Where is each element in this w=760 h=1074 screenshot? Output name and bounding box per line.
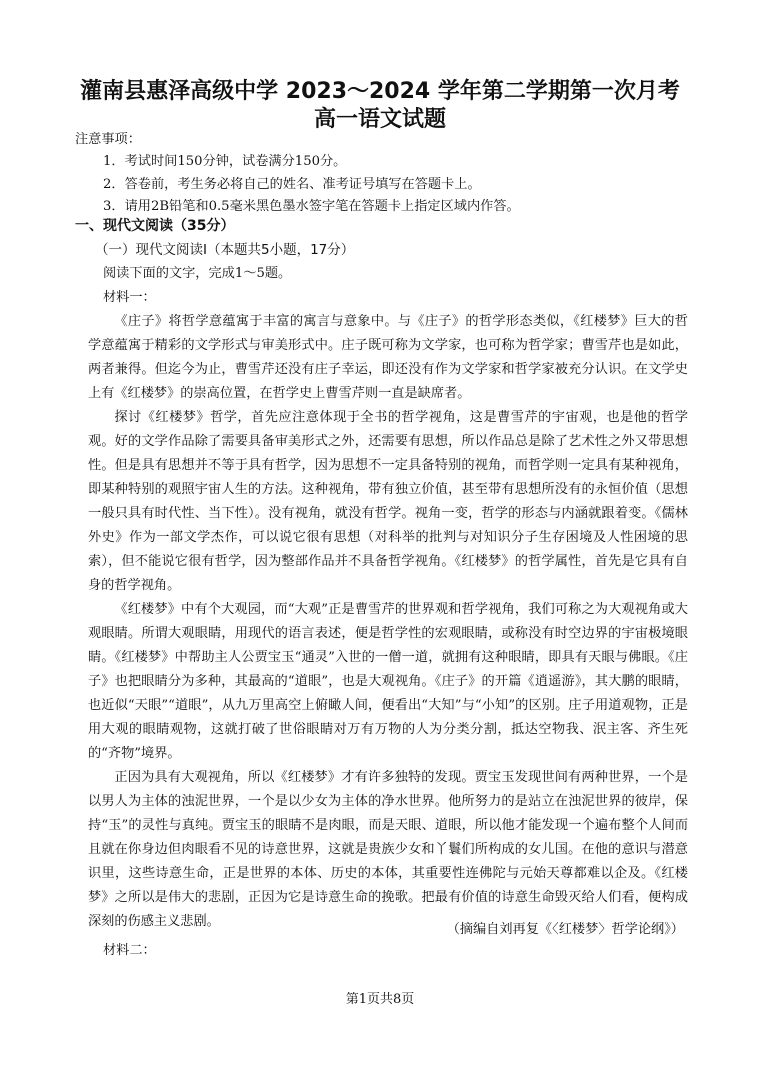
notice-heading: 注意事项： [75, 132, 141, 147]
notice-item: 2．答卷前，考生务必将自己的姓名、准考证号填写在答题卡上。 [103, 177, 481, 192]
school-title: 灌南县惠泽高级中学 2023～2024 学年第二学期第一次月考 [80, 79, 680, 104]
section-heading: 一、现代文阅读（35分） [75, 218, 235, 234]
material-one-label: 材料一： [103, 290, 156, 305]
paragraph: 《庄子》将哲学意蕴寓于丰富的寓言与意象中。与《庄子》的哲学形态类似，《红楼梦》巨大的哲学意蕴寓于精彩的文学形式与审美形式中。庄子既可称为文学家，也可称为哲学家；曹雪芹也是如此，两者兼得。但迄今为止，曹雪芹还没有庄子幸运，即还没有作为文学家和哲学家被充分认识。在文学史上有《红楼梦》的崇高位置，在哲学史上曹雪芹则一直是缺席者。 [88, 314, 688, 401]
reading-instruction: 阅读下面的文字，完成1～5题。 [103, 266, 292, 281]
page-number: 第1页共8页 [345, 992, 415, 1007]
paragraph: 探讨《红楼梦》哲学，首先应注意体现于全书的哲学视角，这是曹雪芹的宇宙观，也是他的哲学观。好的文学作品除了需要具备审美形式之外，还需要有思想，所以作品总是除了艺术性之外又带思想性。但是具有思想并不等于具有哲学，因为思想不一定具备特别的视角，而哲学则一定具有某种视角，即某种特别的观照宇宙人生的方法。这种视角，带有独立价值，甚至带有思想所没有的永恒价值（思想一般只具有时代性、当下性）。没有视角，就没有哲学。视角一变，哲学的形态与内涵就跟着变。《儒林外史》作为一部文学杰作，可以说它很有思想（对科举的批判与对知识分子生存困境及人性困境的思索），但不能说它很有哲学，因为整部作品并不具备哲学视角。《红楼梦》的哲学属性，首先是它具有自身的哲学视角。 [88, 410, 688, 593]
paragraph: 正因为具有大观视角，所以《红楼梦》才有许多独特的发现。贾宝玉发现世间有两种世界，一个是以男人为主体的浊泥世界，一个是以少女为主体的净水世界。他所努力的是站立在浊泥世界的彼岸，保持“玉”的灵性与真纯。贾宝玉的眼睛不是肉眼，而是天眼、道眼，所以他才能发现一个遍布整个人间而且就在你身边但肉眼看不见的诗意世界，这就是贵族少女和丫鬟们所构成的女儿国。在他的意识与潜意识里，这些诗意生命，正是世界的本体、历史的本体，其重要性连佛陀与元始天尊都难以企及。《红楼梦》之所以是伟大的悲剧，正因为它是诗意生命的挽歌。把最有价值的诗意生命毁灭给人们看，便构成深刻的伤感主义悲剧。 [88, 770, 688, 929]
material-two-label: 材料二： [103, 943, 156, 958]
source-citation: （摘编自刘再复《〈红楼梦〉哲学论纲》） [446, 922, 684, 937]
notice-item: 1．考试时间150分钟，试卷满分150分。 [103, 154, 347, 169]
subsection-heading: （一）现代文阅读Ⅰ（本题共5小题，17分） [95, 242, 355, 258]
paragraph: 《红楼梦》中有个大观园，而“大观”正是曹雪芹的世界观和哲学视角，我们可称之为大观视角或大观眼睛。所谓大观眼睛，用现代的语言表述，便是哲学性的宏观眼睛，或称没有时空边界的宇宙极境眼睛。《红楼梦》中帮助主人公贾宝玉“通灵”入世的一僧一道，就拥有这种眼睛，即具有天眼与佛眼。《庄子》也把眼睛分为多种，其最高的“道眼”，也是大观视角。《庄子》的开篇《逍遥游》，其大鹏的眼睛，也近似“天眼”“道眼”，从九万里高空上俯瞰人间，便看出“大知”与“小知”的区别。庄子用道观物，正是用大观的眼睛观物，这就打破了世俗眼睛对万有万物的人为分类分割，抵达空物我、泯主客、齐生死的“齐物”境界。 [88, 602, 688, 761]
exam-title: 高一语文试题 [313, 107, 446, 132]
notice-item: 3．请用2B铅笔和0.5毫米黑色墨水签字笔在答题卡上指定区域内作答。 [103, 199, 520, 214]
